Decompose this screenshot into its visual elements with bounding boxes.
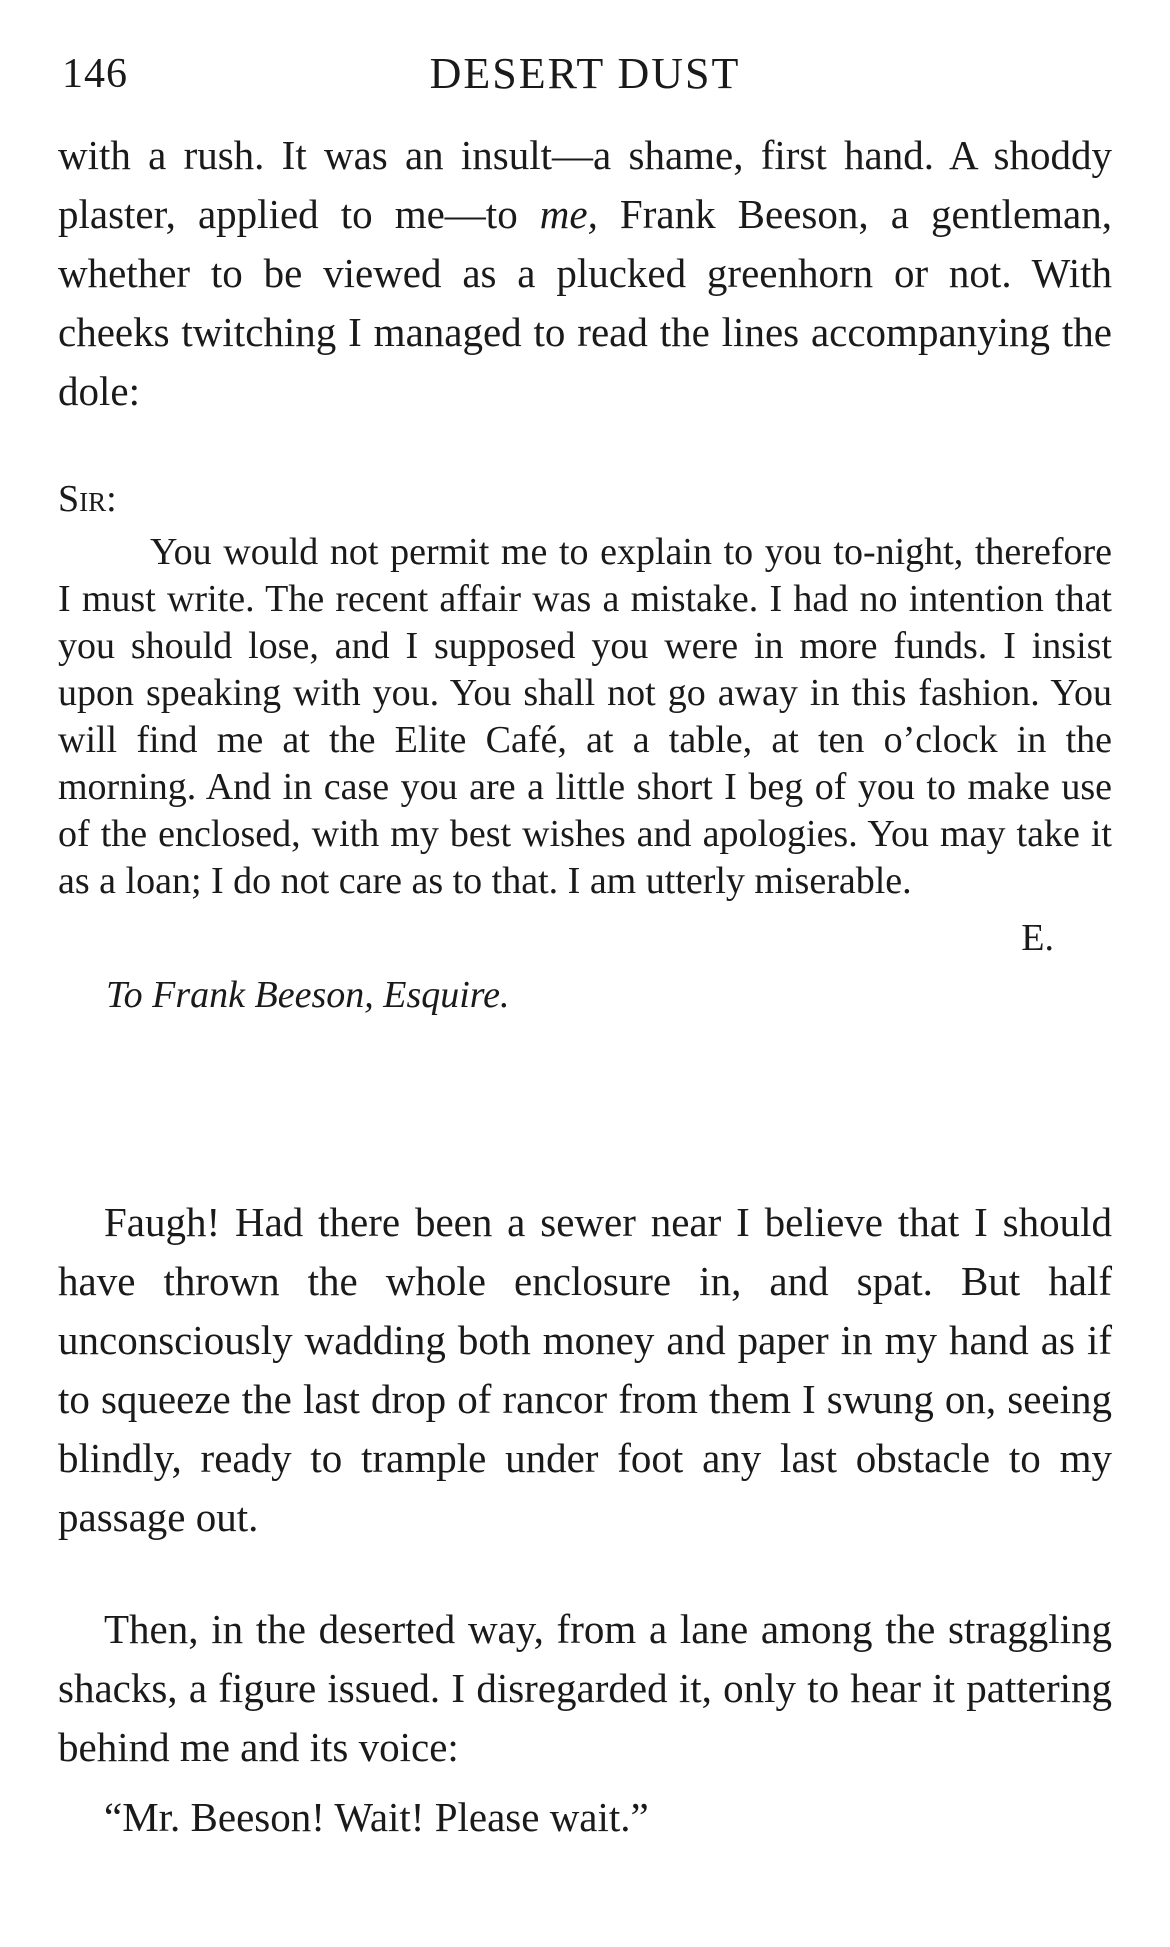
paragraph-4-text: “Mr. Beeson! Wait! Please wait.” [104, 1794, 649, 1840]
paragraph-1-emphasis: me, [539, 191, 598, 237]
paragraph-1-part-a: with a rush. It was an insult—a shame, first hand. A shoddy plaster, applied to me—to [58, 132, 1112, 237]
paragraph-1-part-b: Frank Beeson, a gentleman, whether to be viewed as a plucked greenhorn or not. With cheeks twitching I managed to read the lines accompanying the dole: [58, 191, 1112, 414]
running-head: DESERT DUST [429, 49, 741, 98]
page-header [58, 44, 1112, 104]
paragraph-1-text [58, 126, 1112, 421]
letter-signature: E. [1021, 917, 1054, 959]
letter-address: To Frank Beeson, Esquire. [106, 974, 510, 1016]
paragraph-1 [58, 126, 1112, 421]
paragraph-2-text: Faugh! Had there been a sewer near I believe that I should have thrown the whole enclosure in, and spat. But half unconsciously wadding both money and paper in my hand as if to squeeze the last drop of rancor from them I swung on, seeing blindly, ready to trample under foot any last obstacle to my passage out. [58, 1199, 1112, 1540]
page-number: 146 [62, 51, 128, 97]
paragraph-4 [58, 1788, 1112, 1847]
paragraph-3-text: Then, in the deserted way, from a lane among the straggling shacks, a figure issued. I disregarded it, only to hear it pattering behind me and its voice: [58, 1606, 1112, 1770]
letter-block [58, 476, 1112, 1019]
paragraph-3 [58, 1600, 1112, 1777]
letter-salutation: Sir: [58, 478, 117, 520]
letter-body: You would not permit me to explain to you to-night, therefore I must write. The recent affair was a mistake. I had no intention that you should lose, and I supposed you were in more funds. I insist upon speaking with you. You shall not go away in this fashion. You will find me at the Elite Café, at a table, at ten o’clock in the morning. And in case you are a little short I beg of you to make use of the enclosed, with my best wishes and apologies. You may take it as a loan; I do not care as to that. I am utterly miserable. [58, 531, 1112, 902]
paragraph-2 [58, 1193, 1112, 1547]
